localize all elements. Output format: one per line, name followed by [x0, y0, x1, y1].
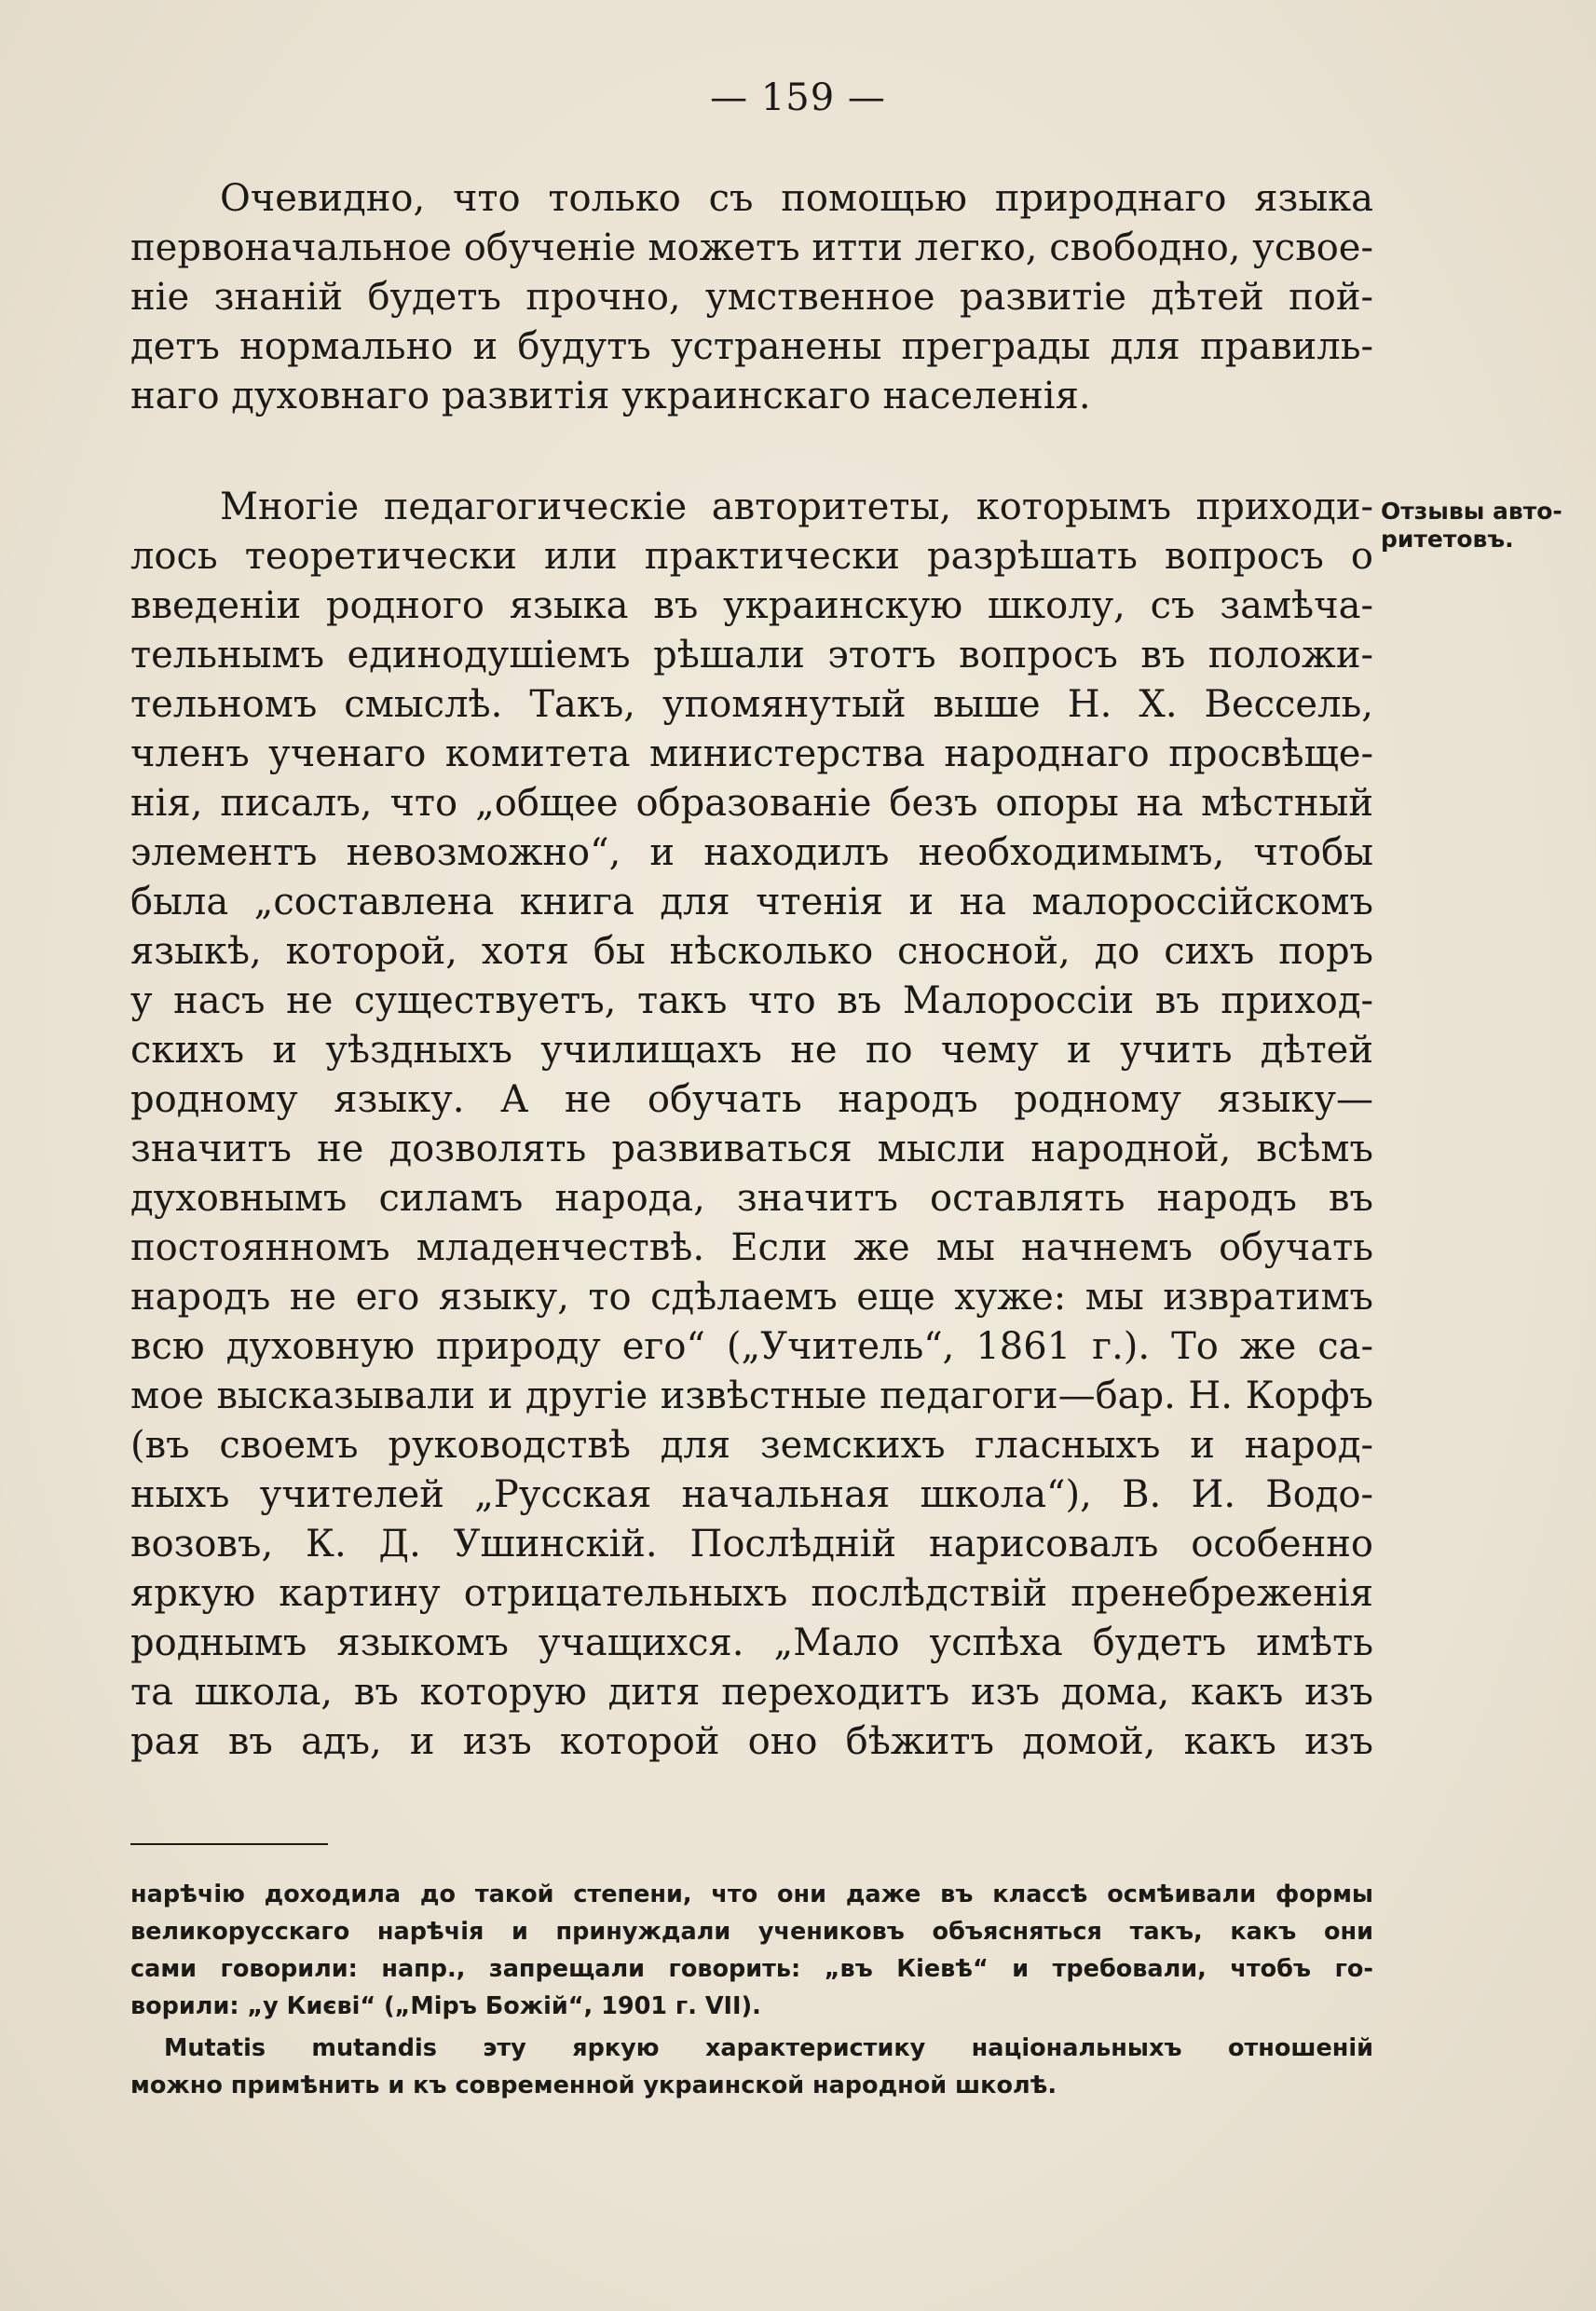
- footnote-line: великорусскаго нарѣчія и принуждали учениковъ объясняться такъ, какъ они: [130, 1918, 1373, 1946]
- paragraph-line: рая въ адъ, и изъ которой оно бѣжитъ домой, какъ изъ: [130, 1720, 1373, 1763]
- page-number: — 159 —: [710, 76, 886, 119]
- paragraph-line: нія, писалъ, что „общее образованіе безъ опоры на мѣстный: [130, 782, 1373, 825]
- paragraph-line: Многіе педагогическіе авторитеты, которымъ приходи-: [220, 485, 1373, 528]
- paragraph-line: яркую картину отрицательныхъ послѣдствій пренебреженія: [130, 1572, 1373, 1615]
- paragraph-line: первоначальное обученіе можетъ итти легко, свободно, усвое-: [130, 226, 1373, 269]
- paragraph-line: постоянномъ младенчествѣ. Если же мы начнемъ обучать: [130, 1226, 1373, 1269]
- paragraph-line: ныхъ учителей „Русская начальная школа“), В. И. Водо-: [130, 1473, 1373, 1516]
- paragraph-line: родному языку. А не обучать народъ родному языку—: [130, 1078, 1373, 1121]
- paragraph-line: возовъ, К. Д. Ушинскій. Послѣдній нарисовалъ особенно: [130, 1523, 1373, 1566]
- paragraph-2: [130, 483, 1373, 1767]
- paragraph-line: элементъ невозможно“, и находилъ необходимымъ, чтобы: [130, 831, 1373, 874]
- footnote-line: нарѣчію доходила до такой степени, что они даже въ классѣ осмѣивали формы: [130, 1880, 1373, 1908]
- paragraph-line: лось теоретически или практически разрѣшать вопросъ о: [130, 535, 1373, 578]
- footnote-1: [130, 1876, 1373, 2025]
- paragraph-line: та школа, въ которую дитя переходитъ изъ дома, какъ изъ: [130, 1671, 1373, 1714]
- paragraph-line: языкѣ, которой, хотя бы нѣсколько сносной, до сихъ поръ: [130, 930, 1373, 973]
- paragraph-line: ніе знаній будетъ прочно, умственное развитіе дѣтей пой-: [130, 276, 1373, 319]
- paragraph-line: Очевидно, что только съ помощью природнаго языка: [220, 177, 1373, 220]
- paragraph-line: роднымъ языкомъ учащихся. „Мало успѣха будетъ имѣть: [130, 1621, 1373, 1664]
- paragraph-line: народъ не его языку, то сдѣлаемъ еще хуже: мы извратимъ: [130, 1276, 1373, 1319]
- footnote-line: Mutatis mutandis эту яркую характеристику національныхъ отношеній: [164, 2034, 1373, 2062]
- paragraph-line: детъ нормально и будутъ устранены преграды для правиль-: [130, 325, 1373, 368]
- footnote-divider: [130, 1843, 328, 1845]
- paragraph-line: тельнымъ единодушіемъ рѣшали этотъ вопросъ въ положи-: [130, 634, 1373, 677]
- paragraph-1: [130, 174, 1373, 421]
- footnote-line: можно примѣнить и къ современной украинской народной школѣ.: [130, 2072, 1057, 2099]
- footnote-line: сами говорили: напр., запрещали говорить: „въ Кіевѣ“ и требовали, чтобъ го-: [130, 1955, 1373, 1983]
- paragraph-line: (въ своемъ руководствѣ для земскихъ гласныхъ и народ-: [130, 1424, 1373, 1467]
- paragraph-line: тельномъ смыслѣ. Такъ, упомянутый выше Н. Х. Вессель,: [130, 683, 1373, 726]
- paragraph-line: мое высказывали и другіе извѣстные педагоги—бар. Н. Корфъ: [130, 1374, 1373, 1417]
- paragraph-line: у насъ не существуетъ, такъ что въ Малороссіи въ приход-: [130, 979, 1373, 1022]
- paragraph-line: введеніи родного языка въ украинскую школу, съ замѣча-: [130, 584, 1373, 627]
- paragraph-line: наго духовнаго развитія украинскаго населенія.: [130, 375, 1091, 417]
- paragraph-line: всю духовную природу его“ („Учитель“, 1861 г.). То же са-: [130, 1325, 1373, 1368]
- paragraph-line: скихъ и уѣздныхъ училищахъ не по чему и учить дѣтей: [130, 1029, 1373, 1072]
- margin-note-line: Отзывы авто-: [1381, 498, 1562, 525]
- paragraph-line: была „составлена книга для чтенія и на малороссійскомъ: [130, 881, 1373, 923]
- paragraph-line: членъ ученаго комитета министерства народнаго просвѣще-: [130, 732, 1373, 775]
- footnote-2: [130, 2030, 1373, 2104]
- paragraph-line: значитъ не дозволять развиваться мысли народной, всѣмъ: [130, 1128, 1373, 1170]
- margin-note-line: ритетовъ.: [1381, 526, 1514, 553]
- margin-note: [1381, 498, 1562, 554]
- paragraph-line: духовнымъ силамъ народа, значитъ оставлять народъ въ: [130, 1177, 1373, 1220]
- footnote-line: ворили: „у Києві“ („Міръ Божій“, 1901 г. VII).: [130, 1992, 761, 2020]
